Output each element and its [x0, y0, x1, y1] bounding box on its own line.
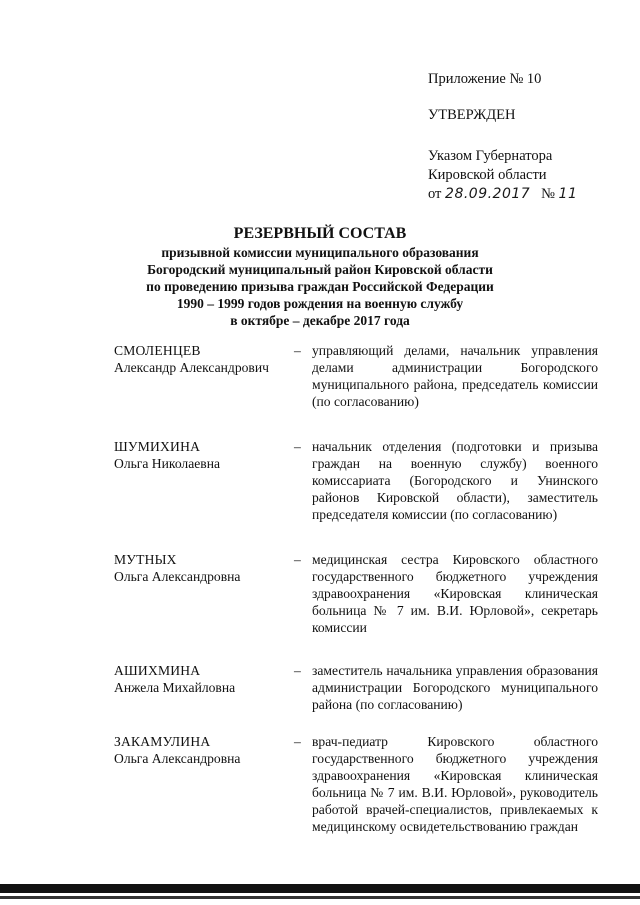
member-surname: СМОЛЕНЦЕВ [114, 343, 201, 358]
member-name [114, 342, 294, 410]
decree-date-line [428, 185, 577, 204]
title-line: по проведению призыва граждан Российской Федерации [146, 279, 494, 294]
member-surname: МУТНЫХ [114, 552, 177, 567]
approval-stamp [428, 70, 577, 204]
number-value: 11 [558, 186, 578, 202]
approved-label: УТВЕРЖДЕН [428, 107, 516, 123]
member-role: врач-педиатр Кировского областного государственного бюджетного учреждения здравоохранения «Кировская клиническая больница № 7 им. В.И. Юрловой», руководитель работой врачей-специалистов, привлекаемых к медицинскому освидетельствованию граждан [312, 734, 598, 834]
title-line: 1990 – 1999 годов рождения на военную службу [176, 296, 464, 311]
member-role: заместитель начальника управления образования администрации Богородского муниципального района (по согласованию) [312, 663, 598, 712]
member-given-name: Ольга Александровна [114, 569, 241, 584]
date-value: 28.09.2017 [445, 186, 531, 202]
member-dash: – [294, 734, 301, 749]
member-dash: – [294, 439, 301, 454]
member-role: медицинская сестра Кировского областного государственного бюджетного учреждения здравоохранения «Кировская клиническая больница № 7 им. В.И. Юрловой», секретарь комиссии [312, 552, 598, 635]
member-dash: – [294, 552, 301, 567]
member-entry [114, 662, 598, 713]
appendix-label: Приложение № 10 [428, 71, 542, 87]
member-given-name: Анжела Михайловна [114, 680, 236, 695]
member-entry [114, 551, 598, 636]
scan-edge-bar [0, 884, 640, 893]
member-name [114, 662, 294, 713]
member-entry [114, 438, 598, 523]
member-given-name: Александр Александрович [114, 360, 269, 375]
member-name [114, 438, 294, 523]
member-given-name: Ольга Николаевна [114, 456, 221, 471]
member-name [114, 733, 294, 835]
member-surname: ШУМИХИНА [114, 439, 201, 454]
member-dash: – [294, 663, 301, 678]
date-prefix: от [428, 186, 442, 202]
decree-line-1: Указом Губернатора [428, 148, 553, 164]
member-entry [114, 733, 598, 835]
member-entry [114, 342, 598, 410]
member-surname: АШИХМИНА [114, 663, 201, 678]
member-given-name: Ольга Александровна [114, 751, 241, 766]
title-line: Богородский муниципальный район Кировской области [147, 262, 493, 277]
decree-line-2: Кировской области [428, 167, 547, 183]
title-heading: РЕЗЕРВНЫЙ СОСТАВ [233, 225, 407, 242]
member-role: начальник отделения (подготовки и призыва граждан на военную службу) военного комиссариата (Богородского и Унинского районов Кировской области), заместитель председателя комиссии (по согласованию) [312, 439, 598, 522]
members-list [114, 342, 598, 835]
title-line: призывной комиссии муниципального образования [161, 245, 479, 260]
number-prefix: № [541, 186, 555, 202]
scan-edge-bar-secondary [0, 896, 640, 899]
document-title [0, 224, 640, 329]
title-line: в октябре – декабре 2017 года [230, 313, 410, 328]
member-name [114, 551, 294, 636]
member-dash: – [294, 343, 301, 358]
member-surname: ЗАКАМУЛИНА [114, 734, 211, 749]
member-role: управляющий делами, начальник управления делами администрации Богородского муниципального района, председатель комиссии (по согласованию) [312, 343, 598, 409]
